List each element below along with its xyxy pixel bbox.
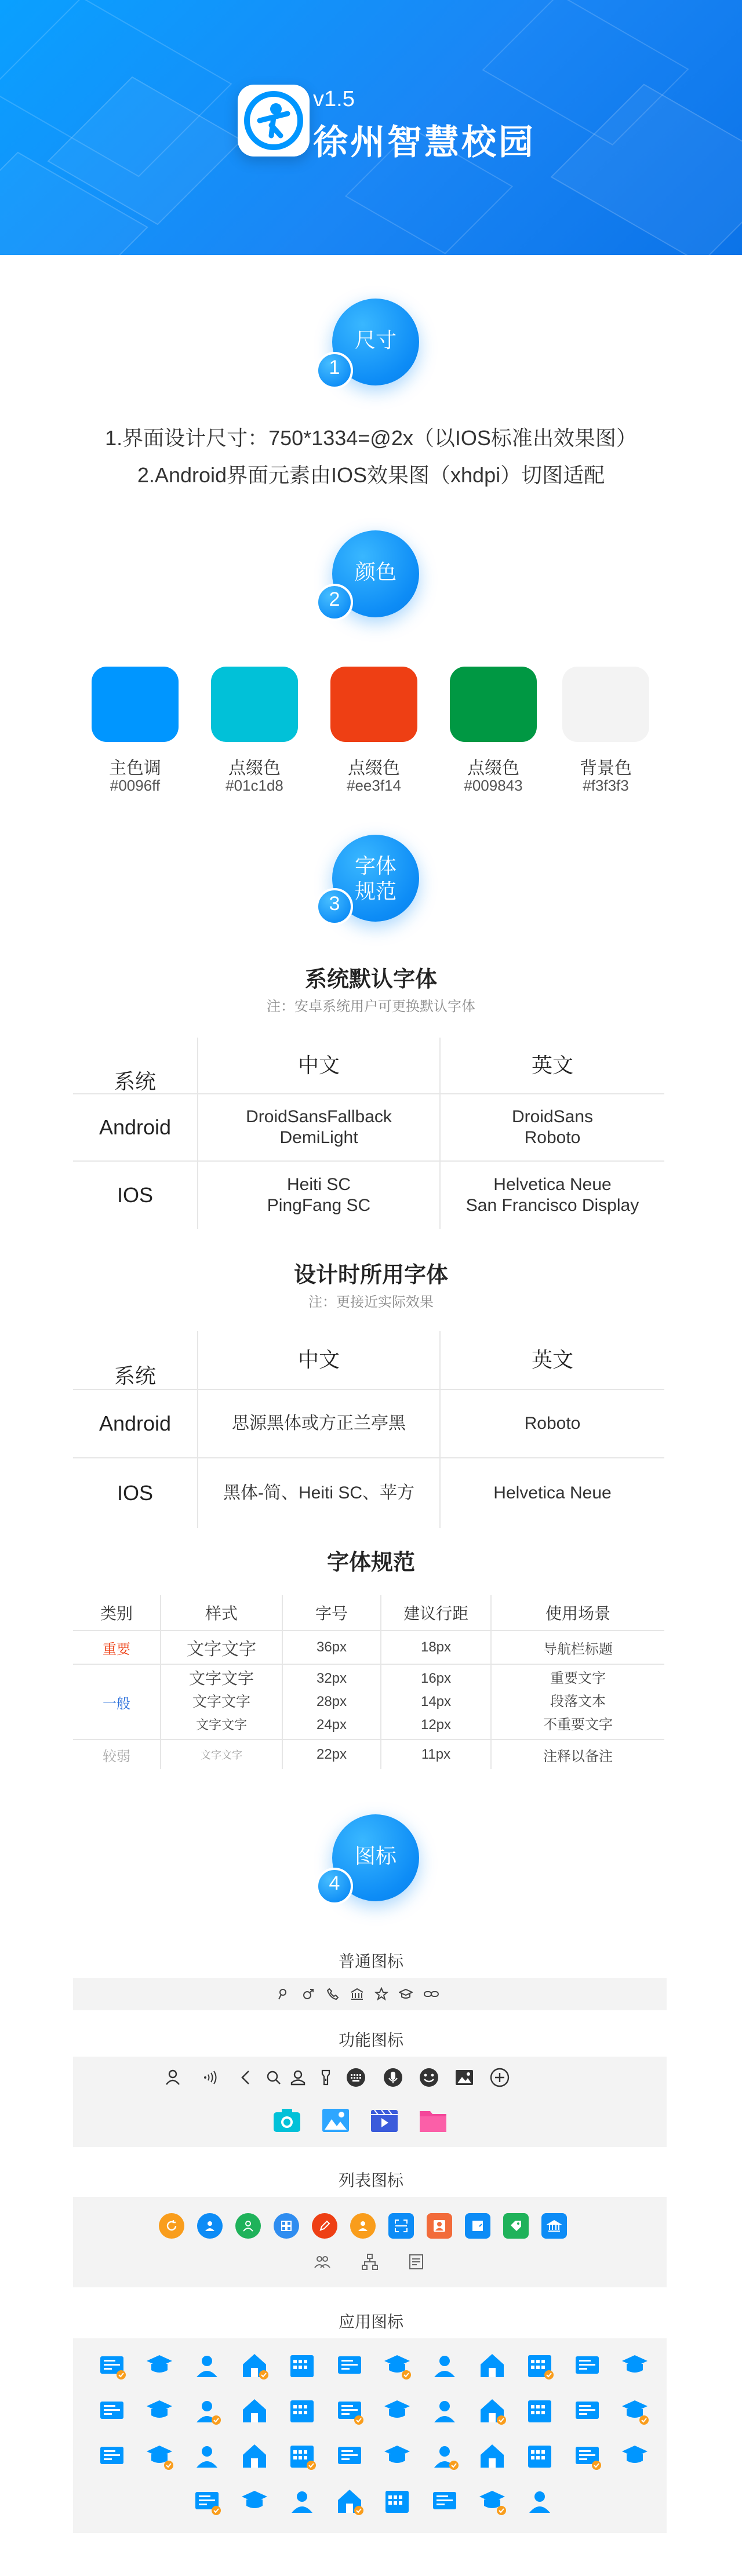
section-badge-font — [316, 835, 420, 939]
search-icon[interactable] — [264, 2068, 283, 2087]
color-hex: #f3f3f3 — [583, 777, 629, 794]
cell-leading: 12px — [420, 1717, 452, 1733]
video-icon[interactable] — [370, 2108, 399, 2133]
section-number: 1 — [329, 356, 340, 379]
cell-leading: 16px — [420, 1671, 452, 1686]
header-chinese: 中文 — [197, 1038, 439, 1093]
cell-leading-group — [380, 1665, 490, 1739]
check-list-icon[interactable] — [333, 2484, 366, 2518]
cell-category: 较弱 — [103, 1748, 130, 1764]
torch-icon[interactable] — [317, 2068, 335, 2087]
layers-icon[interactable] — [523, 2349, 556, 2382]
cell-category: 一般 — [103, 1695, 130, 1712]
cell-chinese-fonts — [197, 1458, 439, 1528]
header-system: 系统 — [114, 1069, 156, 1093]
cell-size: 24px — [316, 1717, 347, 1733]
broom-icon[interactable] — [285, 2439, 319, 2473]
header-banner — [0, 0, 742, 255]
phone-icon — [326, 1987, 340, 2001]
cell-system: Android — [99, 1411, 172, 1435]
cell-size: 36px — [282, 1631, 380, 1664]
message-list-icon[interactable] — [190, 2349, 224, 2382]
signal-icon[interactable] — [201, 2068, 219, 2087]
color-name: 背景色 — [580, 759, 632, 778]
document-icon[interactable] — [407, 2253, 425, 2271]
system-fonts-title: 系统默认字体 — [304, 967, 437, 992]
table-header-row — [73, 1331, 664, 1389]
smile-icon[interactable] — [419, 2067, 439, 2088]
app-name: 徐州智慧校园 — [313, 123, 536, 162]
color-hex: #01c1d8 — [225, 777, 283, 794]
cell-usage: 不重要文字 — [543, 1717, 613, 1733]
medal-icon[interactable] — [618, 2349, 652, 2382]
notice-icon[interactable] — [190, 2394, 224, 2428]
graduation-cap-icon — [399, 1987, 413, 2001]
system-fonts-table — [73, 1038, 664, 1229]
cell-system: Android — [99, 1115, 172, 1139]
cell-size: 28px — [316, 1694, 347, 1709]
group-icon[interactable] — [313, 2253, 332, 2271]
refresh-icon[interactable] — [159, 2213, 184, 2239]
section-number: 3 — [329, 893, 340, 915]
cell-chinese-fonts — [197, 1390, 439, 1457]
cell-english-fonts — [439, 1162, 664, 1229]
bus-icon[interactable] — [428, 2394, 461, 2428]
cell-system: IOS — [117, 1183, 153, 1207]
app-icons-panel — [73, 2338, 667, 2533]
font-name: 黑体-简、Heiti SC、苹方 — [223, 1483, 414, 1502]
color-name: 点缀色 — [348, 759, 400, 778]
cell-leading: 11px — [380, 1740, 490, 1769]
cell-sample: 文字文字 — [192, 1694, 250, 1710]
file-home-icon[interactable] — [475, 2439, 509, 2473]
header-system: 系统 — [114, 1363, 156, 1388]
section-label: 字体规范 — [354, 854, 397, 903]
keyboard-grid-icon[interactable] — [380, 2349, 414, 2382]
section-number: 2 — [329, 588, 340, 610]
color-name: 点缀色 — [228, 759, 281, 778]
cell-sample: 文字文字 — [195, 1718, 247, 1732]
list-icons-panel — [73, 2197, 667, 2287]
cell-leading: 18px — [380, 1631, 490, 1664]
font-name: PingFang SC — [267, 1196, 371, 1215]
chart-board-icon[interactable] — [570, 2394, 604, 2428]
function-icons-panel — [73, 2057, 667, 2147]
table-header-row — [73, 1595, 664, 1631]
list-doc-icon[interactable] — [285, 2484, 319, 2518]
header-style: 样式 — [160, 1595, 282, 1630]
font-name: Roboto — [524, 1414, 581, 1433]
cell-english-fonts — [439, 1458, 664, 1528]
color-hex: #009843 — [464, 777, 523, 794]
yen-icon[interactable] — [523, 2394, 556, 2428]
header-english: 英文 — [439, 1038, 664, 1093]
grades-icon[interactable] — [380, 2484, 414, 2518]
cell-usage: 注释以备注 — [490, 1740, 664, 1769]
calendar-icon[interactable] — [333, 2439, 366, 2473]
star-icon[interactable] — [618, 2439, 652, 2473]
open-book-icon[interactable] — [190, 2484, 224, 2518]
table-row — [73, 1631, 664, 1665]
app-logo — [238, 85, 310, 157]
color-name: 主色调 — [109, 759, 161, 778]
cell-usage: 重要文字 — [550, 1671, 606, 1686]
table-header-row — [73, 1038, 664, 1093]
cell-category: 重要 — [103, 1641, 130, 1657]
font-name: DroidSans — [511, 1107, 594, 1126]
chevron-left-icon[interactable] — [237, 2068, 255, 2087]
user-orange-icon[interactable] — [350, 2213, 376, 2239]
printer-icon[interactable] — [570, 2349, 604, 2382]
header-size: 字号 — [282, 1595, 380, 1630]
chat-icon[interactable] — [143, 2439, 176, 2473]
calendar-grid-icon[interactable] — [475, 2394, 509, 2428]
font-name: San Francisco Display — [465, 1196, 639, 1215]
font-name: Helvetica Neue — [493, 1175, 612, 1194]
photo-icon[interactable] — [321, 2108, 350, 2133]
header-english: 英文 — [439, 1331, 664, 1389]
design-fonts-title: 设计时所用字体 — [293, 1263, 448, 1287]
cell-size: 22px — [282, 1740, 380, 1769]
section-badge-icons — [316, 1814, 420, 1919]
design-fonts-note: 注：更接近实际效果 — [308, 1294, 434, 1310]
color-hex: #ee3f14 — [347, 777, 401, 794]
color-name: 点缀色 — [467, 759, 519, 778]
app-icons-title: 应用图标 — [338, 2313, 403, 2331]
microphone-icon[interactable] — [383, 2067, 403, 2088]
color-swatch-accent-cyan — [211, 667, 298, 742]
calendar-check-icon[interactable] — [285, 2349, 319, 2382]
cell-sample: 文字文字 — [160, 1631, 282, 1664]
book-icon[interactable] — [465, 2213, 490, 2239]
bank-icon[interactable] — [541, 2213, 567, 2239]
color-swatch-primary — [92, 667, 179, 742]
header-chinese: 中文 — [197, 1331, 439, 1389]
color-swatch-accent-green — [450, 667, 537, 742]
graduation-cap-icon[interactable] — [95, 2349, 129, 2382]
cell-size-group — [282, 1665, 380, 1739]
section-label: 图标 — [354, 1844, 397, 1868]
color-swatch-background — [562, 667, 649, 742]
camera-icon[interactable] — [272, 2108, 301, 2133]
plus-circle-icon[interactable] — [489, 2067, 510, 2088]
normal-icons-panel — [73, 1978, 667, 2010]
cell-chinese-fonts — [197, 1094, 439, 1160]
section-number: 4 — [329, 1872, 340, 1894]
cell-usage: 段落文本 — [550, 1694, 606, 1709]
contact-icon[interactable] — [475, 2349, 509, 2382]
header-leading: 建议行距 — [380, 1595, 490, 1630]
table-row — [73, 1389, 664, 1457]
cell-english-fonts — [439, 1390, 664, 1457]
teacher-icon[interactable] — [238, 2439, 271, 2473]
cell-chinese-fonts — [197, 1162, 439, 1229]
function-icons-title: 功能图标 — [338, 2031, 403, 2049]
clipboard-list-icon[interactable] — [428, 2349, 461, 2382]
section-label: 颜色 — [354, 560, 397, 584]
header-usage: 使用场景 — [490, 1595, 664, 1630]
system-fonts-note: 注：安卓系统用户可更换默认字体 — [267, 999, 475, 1014]
briefcase-icon[interactable] — [428, 2484, 461, 2518]
version-label: v1.5 — [313, 87, 355, 111]
cell-sample: 文字文字 — [188, 1669, 254, 1687]
tag-icon[interactable] — [503, 2213, 529, 2239]
star-badge-icon[interactable] — [285, 2394, 319, 2428]
flag-icon[interactable] — [475, 2484, 509, 2518]
flask-icon[interactable] — [238, 2484, 271, 2518]
screen-report-icon[interactable] — [143, 2349, 176, 2382]
monitor-icon[interactable] — [190, 2439, 224, 2473]
edit-icon[interactable] — [312, 2213, 337, 2239]
cell-usage-group — [490, 1665, 664, 1739]
section-badge-size — [316, 299, 420, 403]
font-name: DroidSansFallback — [246, 1107, 392, 1126]
cell-sample-group — [160, 1665, 282, 1739]
user-green-icon[interactable] — [235, 2213, 261, 2239]
table-row — [73, 1457, 664, 1528]
clipboard-icon[interactable] — [428, 2439, 461, 2473]
header-category: 类别 — [100, 1604, 133, 1622]
link-icon — [423, 1987, 439, 2001]
table-row — [73, 1093, 664, 1160]
cell-size: 32px — [316, 1671, 347, 1686]
cell-english-fonts — [439, 1094, 664, 1160]
section-badge-color — [316, 530, 420, 635]
contact-card-icon[interactable] — [427, 2213, 452, 2239]
shield-check-icon[interactable] — [618, 2394, 652, 2428]
list-icons-title: 列表图标 — [338, 2171, 403, 2189]
star-icon — [374, 1987, 388, 2001]
font-name: Helvetica Neue — [493, 1483, 612, 1502]
font-name: DemiLight — [279, 1128, 358, 1147]
news-icon[interactable] — [333, 2394, 366, 2428]
font-name: Roboto — [524, 1128, 581, 1147]
home-book-icon[interactable] — [238, 2349, 271, 2382]
user-group-icon[interactable] — [523, 2439, 556, 2473]
font-name: Heiti SC — [286, 1175, 351, 1194]
keyboard-icon[interactable] — [345, 2067, 366, 2088]
grid-icon[interactable] — [274, 2213, 299, 2239]
normal-icons-title: 普通图标 — [338, 1952, 403, 1970]
table-row-group — [73, 1665, 664, 1740]
type-spec-table — [73, 1595, 664, 1769]
app-logo-icon — [243, 90, 304, 151]
person-icon[interactable] — [163, 2068, 182, 2087]
size-spec-line-2: 2.Android界面元素由IOS效果图（xhdpi）切图适配 — [137, 463, 605, 487]
font-name: 思源黑体或方正兰亭黑 — [232, 1414, 406, 1433]
table-row — [73, 1740, 664, 1769]
design-fonts-table — [73, 1331, 664, 1528]
folder-icon[interactable] — [419, 2108, 448, 2133]
user-circle-icon[interactable] — [197, 2213, 223, 2239]
color-swatch-accent-red — [330, 667, 417, 742]
file-check-icon[interactable] — [380, 2439, 414, 2473]
table-row — [73, 1160, 664, 1229]
books-icon[interactable] — [333, 2349, 366, 2382]
cell-usage: 导航栏标题 — [490, 1631, 664, 1664]
id-card-icon[interactable] — [238, 2394, 271, 2428]
type-spec-title: 字体规范 — [326, 1551, 415, 1575]
cell-leading: 14px — [420, 1694, 452, 1709]
bell-icon[interactable] — [95, 2394, 129, 2428]
org-chart-icon[interactable] — [361, 2253, 379, 2271]
edit-doc-icon[interactable] — [380, 2394, 414, 2428]
cell-system: IOS — [117, 1481, 153, 1505]
scan-icon[interactable] — [388, 2213, 414, 2239]
user-star-icon[interactable] — [570, 2439, 604, 2473]
user-icon[interactable] — [289, 2068, 307, 2087]
image-icon[interactable] — [454, 2068, 474, 2087]
pin-icon — [277, 1987, 291, 2001]
color-hex: #0096ff — [110, 777, 161, 794]
size-spec-line-1: 1.界面设计尺寸：750*1334=@2x（以IOS标准出效果图） — [105, 426, 637, 450]
building-icon — [350, 1987, 364, 2001]
notebook-icon[interactable] — [143, 2394, 176, 2428]
cell-sample: 文字文字 — [160, 1740, 282, 1769]
male-icon — [301, 1987, 315, 2001]
section-label: 尺寸 — [354, 328, 397, 352]
notebook-blue-icon[interactable] — [523, 2484, 556, 2518]
book-user-icon[interactable] — [95, 2439, 129, 2473]
